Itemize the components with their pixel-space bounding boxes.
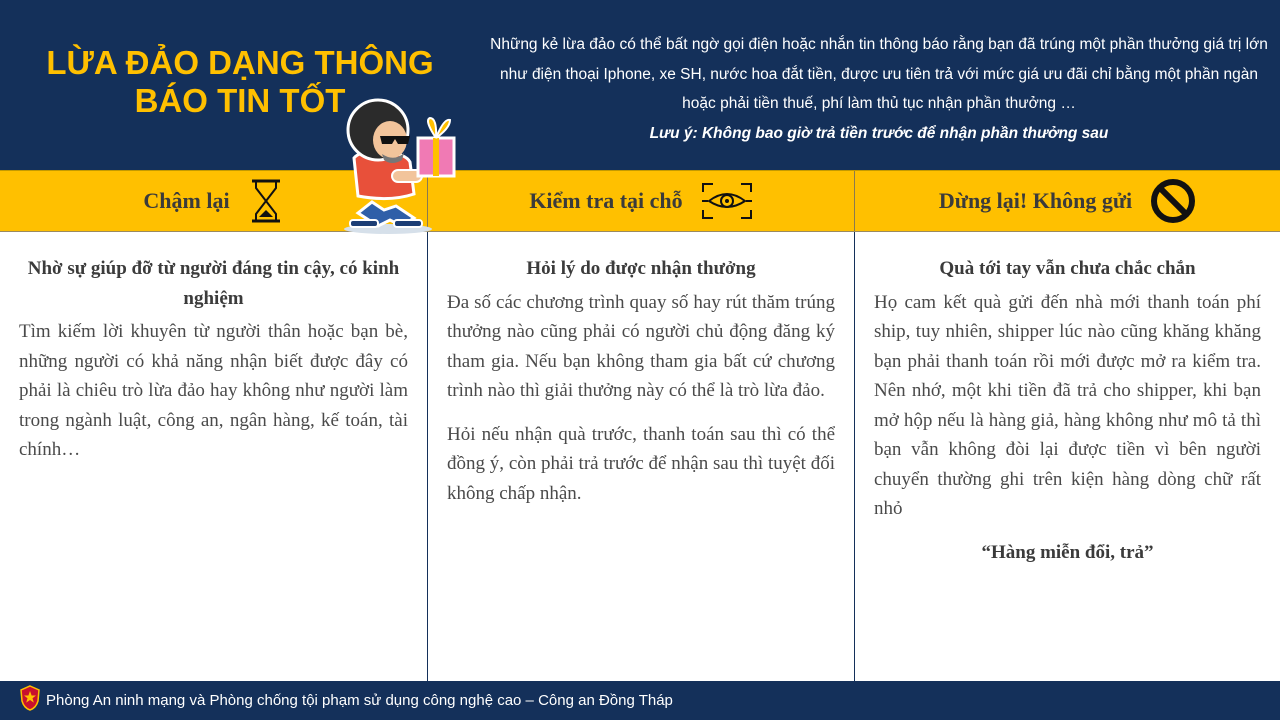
intro-paragraph: Những kẻ lừa đảo có thể bất ngờ gọi điện hoặc nhắn tin thông báo rằng bạn đã trúng một phần thưởng giá trị lớn như điện thoại Iphone, xe SH, nước hoa đắt tiền, được ưu tiên trả với mức giá ưu đãi chỉ bằng một phần ngàn hoặc phải tiền thuế, phí làm thủ tục nhận phần thưởng …: [490, 36, 1268, 112]
column-title: Quà tới tay vẫn chưa chắc chắn: [939, 258, 1196, 279]
page-title: LỪA ĐẢO DẠNG THÔNG BÁO TIN TỐT: [46, 44, 434, 119]
column-quote: “Hàng miễn đổi, trả”: [981, 541, 1154, 563]
footer-bar: [0, 681, 1280, 720]
column-paragraph: Họ cam kết quà gửi đến nhà mới thanh toán phí ship, tuy nhiên, shipper lúc nào cũng khăng khăng bạn phải thanh toán rồi mới được mở ra kiểm tra. Nên nhớ, một khi tiền đã trả cho shipper, khi bạn mở hộp nếu là hàng giả, hàng không như mô tả thì bạn vẫn không đòi lại được tiền vì bên người chuyển thường ghi trên kiện hàng dòng chữ rất nhỏ: [874, 291, 1261, 519]
step-label: Chậm lại: [143, 188, 230, 213]
column-paragraph: Đa số các chương trình quay số hay rút thăm trúng thưởng nào cũng phải có người chủ động đăng ký tham gia. Nếu bạn không tham gia bất cứ chương trình nào thì giải thưởng này có thể là trò lừa đảo.: [447, 291, 835, 401]
eye-scan-icon: [701, 182, 753, 220]
column-title: Nhờ sự giúp đỡ từ người đáng tin cậy, có kinh nghiệm: [27, 258, 400, 309]
prohibited-icon: [1150, 178, 1196, 224]
step-header-check: [427, 171, 854, 231]
footer-text: Phòng An ninh mạng và Phòng chống tội phạm sử dụng công nghệ cao – Công an Đồng Tháp: [46, 692, 673, 709]
scammer-mascot-illustration: [340, 98, 476, 238]
step-label: Dừng lại! Không gửi: [938, 188, 1133, 213]
column-paragraph: Tìm kiếm lời khuyên từ người thân hoặc bạn bè, những người có khả năng nhận biết được đây có phải là chiêu trò lừa đảo hay không như người làm trong ngành luật, công an, ngân hàng, kế toán, tài chính…: [19, 321, 408, 460]
column-check: [427, 232, 854, 681]
police-emblem-icon: [20, 685, 40, 716]
header-banner: [0, 0, 1280, 170]
column-title: Hỏi lý do được nhận thưởng: [526, 258, 756, 279]
step-label: Kiểm tra tại chỗ: [529, 188, 683, 213]
intro-text: [484, 30, 1274, 148]
column-paragraph: Hỏi nếu nhận quà trước, thanh toán sau thì có thể đồng ý, còn phải trả trước để nhận sau thì tuyệt đối không chấp nhận.: [447, 423, 835, 504]
hourglass-icon: [248, 178, 284, 224]
step-header-stop: [854, 171, 1280, 231]
steps-bar: [0, 170, 1280, 232]
warning-note: Lưu ý: Không bao giờ trả tiền trước để nhận phần thưởng sau: [649, 124, 1109, 142]
column-slow-down: [0, 232, 427, 681]
column-stop: [854, 232, 1280, 681]
